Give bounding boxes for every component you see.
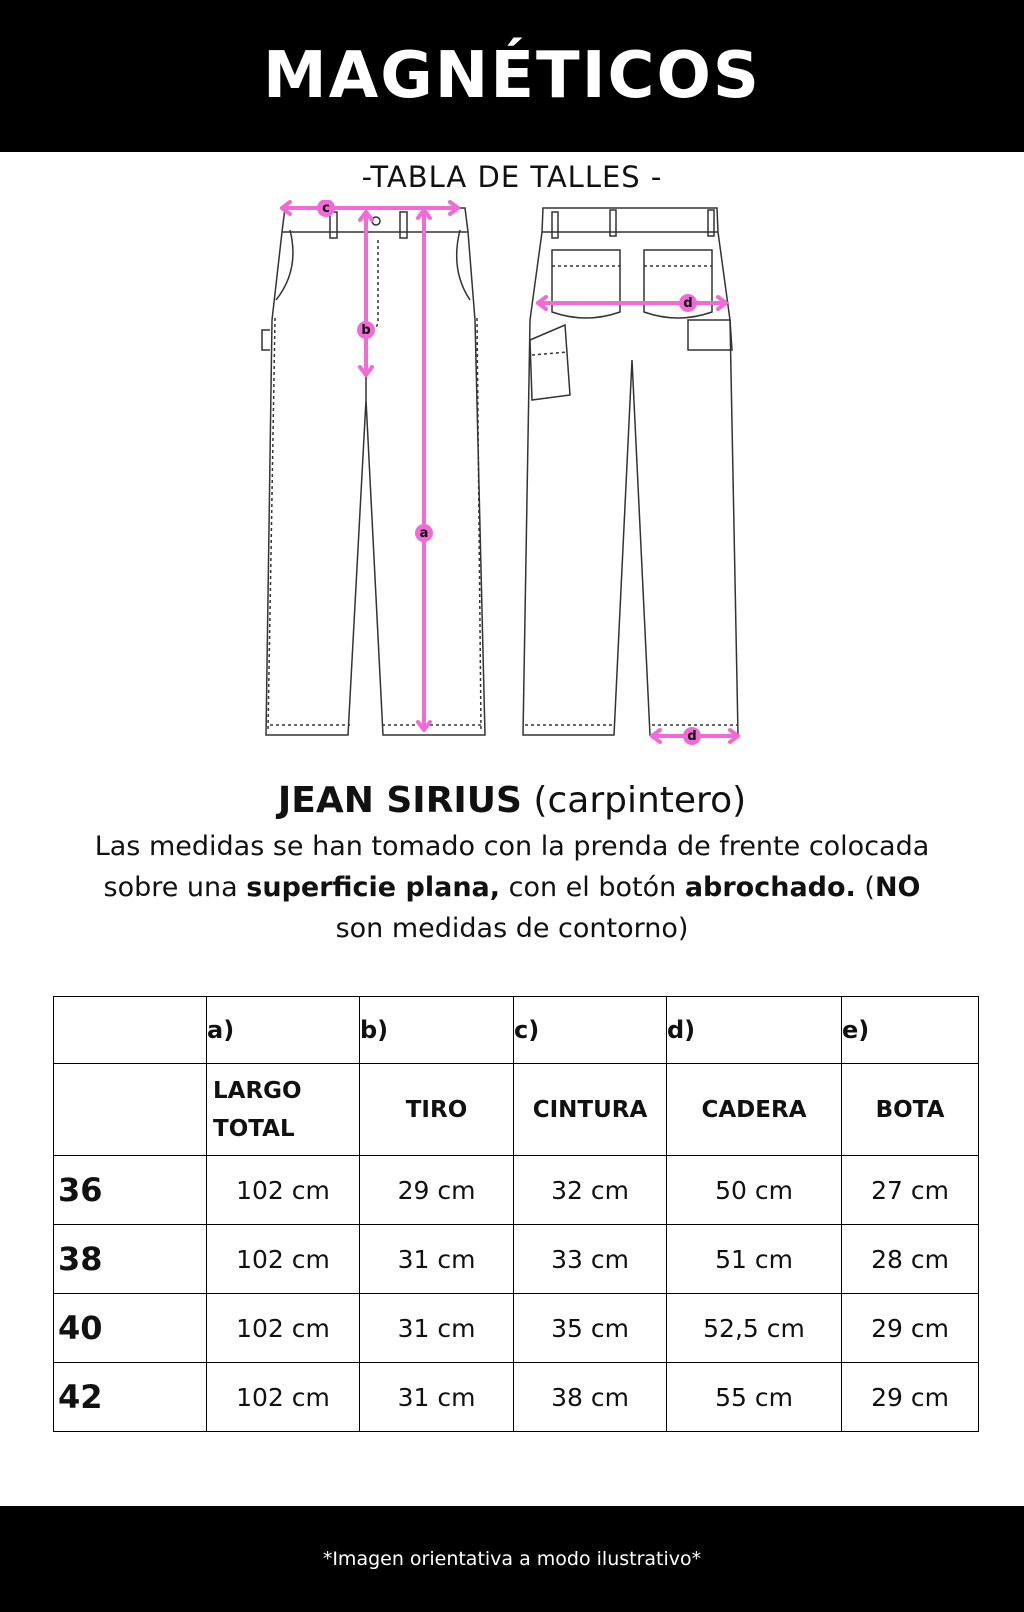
letter-cell-e: e) (842, 997, 979, 1064)
back-pants-outline (523, 208, 738, 735)
value-cell: 31 cm (360, 1294, 514, 1363)
measurement-description (80, 826, 944, 949)
table-row (54, 1156, 979, 1225)
value-cell: 102 cm (207, 1225, 360, 1294)
header-cadera: CADERA (667, 1064, 842, 1156)
table-header-row (54, 1064, 979, 1156)
desc-bold-1: superficie plana, (246, 872, 501, 903)
value-cell: 31 cm (360, 1363, 514, 1432)
header-cintura: CINTURA (514, 1064, 667, 1156)
footer-bar (0, 1506, 1024, 1612)
table-row (54, 1225, 979, 1294)
front-pants-outline (266, 208, 485, 735)
back-pocket-left (552, 250, 620, 318)
value-cell: 102 cm (207, 1363, 360, 1432)
size-table (53, 996, 979, 1432)
desc-text-2: con el botón (500, 872, 685, 903)
letter-cell-empty (54, 997, 207, 1064)
product-name: JEAN SIRIUS (277, 780, 522, 821)
value-cell: 29 cm (842, 1363, 979, 1432)
letter-cell-d: d) (667, 997, 842, 1064)
desc-text-1: Las medidas se han tomado con la prenda de frente colocada sobre una (94, 831, 930, 903)
desc-bold-3: NO (874, 872, 921, 903)
table-row (54, 1363, 979, 1432)
letter-cell-a: a) (207, 997, 360, 1064)
value-cell: 27 cm (842, 1156, 979, 1225)
value-cell: 35 cm (514, 1294, 667, 1363)
desc-bold-2: abrochado. (684, 872, 856, 903)
desc-text-3: ( (855, 872, 875, 903)
value-cell: 29 cm (360, 1156, 514, 1225)
value-cell: 32 cm (514, 1156, 667, 1225)
label-d-hip: d (683, 296, 693, 311)
value-cell: 51 cm (667, 1225, 842, 1294)
footer-note: *Imagen orientativa a modo ilustrativo* (322, 1548, 702, 1570)
header-tiro: TIRO (360, 1064, 514, 1156)
letter-cell-c: c) (514, 997, 667, 1064)
desc-text-4: son medidas de contorno) (335, 913, 689, 944)
brand-title: MAGNÉTICOS (263, 39, 761, 113)
label-a: a (419, 526, 429, 541)
header-cell-empty (54, 1064, 207, 1156)
size-cell: 40 (54, 1294, 207, 1363)
size-chart-subtitle: -TABLA DE TALLES - (361, 160, 663, 194)
value-cell: 28 cm (842, 1225, 979, 1294)
product-title (0, 780, 1024, 821)
header-bar (0, 0, 1024, 152)
value-cell: 50 cm (667, 1156, 842, 1225)
value-cell: 29 cm (842, 1294, 979, 1363)
value-cell: 52,5 cm (667, 1294, 842, 1363)
table-letter-row (54, 997, 979, 1064)
size-cell: 36 (54, 1156, 207, 1225)
carpenter-pocket (530, 325, 570, 400)
value-cell: 102 cm (207, 1294, 360, 1363)
pants-diagram (240, 200, 780, 770)
value-cell: 55 cm (667, 1363, 842, 1432)
value-cell: 31 cm (360, 1225, 514, 1294)
header-bota: BOTA (842, 1064, 979, 1156)
value-cell: 33 cm (514, 1225, 667, 1294)
label-c: c (322, 201, 330, 216)
label-b: b (361, 323, 371, 338)
value-cell: 38 cm (514, 1363, 667, 1432)
size-cell: 38 (54, 1225, 207, 1294)
letter-cell-b: b) (360, 997, 514, 1064)
label-d-hem: d (687, 729, 697, 744)
size-cell: 42 (54, 1363, 207, 1432)
value-cell: 102 cm (207, 1156, 360, 1225)
header-largo-total: LARGO TOTAL (207, 1064, 360, 1156)
back-pocket-right (644, 250, 712, 318)
product-variant: (carpintero) (533, 780, 747, 821)
table-row (54, 1294, 979, 1363)
